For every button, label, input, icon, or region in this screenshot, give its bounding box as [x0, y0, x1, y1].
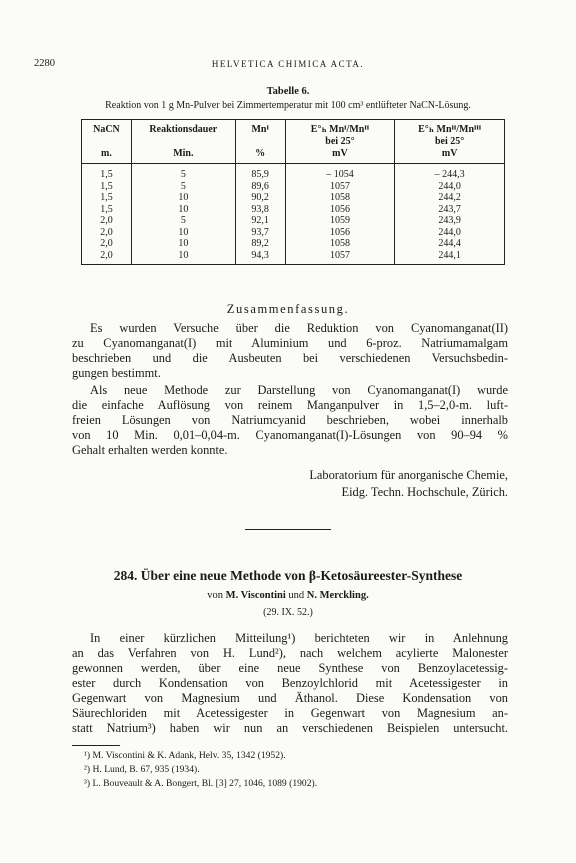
table-cell: 5 [131, 181, 235, 193]
col-subheader-e-mn1-mn2: bei 25° [285, 136, 395, 148]
table-cell: 10 [131, 192, 235, 204]
article-date: (29. IX. 52.) [263, 607, 313, 618]
table-row [82, 227, 505, 239]
table-cell: 1056 [285, 204, 395, 216]
col-header-reaktionsdauer: Reaktionsdauer [131, 120, 235, 137]
table-cell: 10 [131, 204, 235, 216]
table-cell: 2,0 [82, 215, 132, 227]
text-line: von 10 Min. 0,01–0,04-m. Cyanomanganat(I)-Lösungen von 90–94 % [72, 428, 508, 442]
article-title: 284. Über eine neue Methode von β-Ketosäureester-Synthese [113, 568, 463, 583]
table-cell: 5 [131, 215, 235, 227]
text-line: Säurechloriden mit Acetessigester in Gegenwart von Magnesium an- [72, 706, 508, 720]
text-line: ester durch Kondensation von Benzoylchlorid mit Acetessigester in [72, 676, 508, 690]
table-row [82, 181, 505, 193]
table-cell: 89,2 [235, 238, 285, 250]
table-cell: 94,3 [235, 250, 285, 265]
table-cell: 2,0 [82, 250, 132, 265]
text-line: Gehalt erhalten werden konnte. [72, 443, 228, 457]
footnote-1: ¹) M. Viscontini & K. Adank, Helv. 35, 1342 (1952). [84, 750, 286, 761]
col-subheader-nacn [82, 136, 132, 148]
table-cell: 1057 [285, 250, 395, 265]
table-cell: 92,1 [235, 215, 285, 227]
col-header-mn1: Mnᴵ [235, 120, 285, 137]
table-cell: 1,5 [82, 164, 132, 181]
text-line: statt Natrium³) haben wir nun an verschiedenen Beispielen untersucht. [72, 721, 508, 735]
text-line: In einer kürzlichen Mitteilung¹) berichteten wir in Anlehnung [90, 631, 508, 645]
authors-prefix: von [207, 590, 224, 601]
col-unit-reaktionsdauer: Min. [131, 148, 235, 164]
summary-paragraph-1 [72, 321, 508, 381]
table-cell: 1058 [285, 238, 395, 250]
table-cell: 244,2 [395, 192, 505, 204]
text-line: gewonnen werden, über eine neue Synthese von Benzoylacetessig- [72, 661, 508, 675]
article-authors [0, 590, 576, 601]
table-cell: 1057 [285, 181, 395, 193]
table-cell: 10 [131, 227, 235, 239]
table-cell: 244,0 [395, 181, 505, 193]
affiliation-line-1: Laboratorium für anorganische Chemie, [309, 468, 508, 482]
text-line: Als neue Methode zur Darstellung von Cyanomanganat(I) wurde [90, 383, 508, 397]
col-header-nacn: NaCN [82, 120, 132, 137]
text-line: gungen bestimmt. [72, 366, 161, 380]
col-header-e-mn1-mn2: E°ₕ Mnᴵ/Mnᴵᴵ [285, 120, 395, 137]
table-cell: – 244,3 [395, 164, 505, 181]
table-caption: Reaktion von 1 g Mn-Pulver bei Zimmertemperatur mit 100 cm³ entlüfteter NaCN-Lösung. [105, 100, 471, 111]
affiliation-line-2: Eidg. Techn. Hochschule, Zürich. [341, 485, 508, 499]
summary-paragraph-2 [72, 383, 508, 458]
text-line: beschrieben und die Ausbeuten bei verschiedenen Versuchsbedin- [72, 351, 508, 365]
table-cell: 1,5 [82, 204, 132, 216]
section-divider [245, 529, 331, 530]
text-line: Gegenwart von Magnesium und Äthanol. Diese Kondensation von [72, 691, 508, 705]
table-cell: 1056 [285, 227, 395, 239]
page-number: 2280 [34, 58, 55, 69]
table-cell: 1059 [285, 215, 395, 227]
author-2: N. Merckling. [306, 590, 369, 601]
table-cell: 1058 [285, 192, 395, 204]
results-table [81, 119, 505, 265]
text-line: freien Lösungen von Natriumcyanid beschrieben, wobei innerhalb [72, 413, 508, 427]
page-header [34, 58, 542, 72]
col-subheader-reaktionsdauer [131, 136, 235, 148]
table-cell: 85,9 [235, 164, 285, 181]
table-cell: 93,8 [235, 204, 285, 216]
table-row [82, 250, 505, 265]
col-unit-nacn: m. [82, 148, 132, 164]
table-cell: 1,5 [82, 192, 132, 204]
text-line: an das Verfahren von H. Lund²), nach welchem acylierte Malonester [72, 646, 508, 660]
footnote-2: ²) H. Lund, B. 67, 935 (1934). [84, 763, 200, 775]
col-unit-e-mn2-mn3: mV [395, 148, 505, 164]
table-cell: 10 [131, 238, 235, 250]
table-cell: 10 [131, 250, 235, 265]
summary-heading: Zusammenfassung. [226, 302, 350, 316]
journal-name: HELVETICA CHIMICA ACTA. [211, 59, 365, 69]
text-line: die einfache Auflösung von reinem Manganpulver in 1,5–2,0-m. luft- [72, 398, 508, 412]
table-title: Tabelle 6. [266, 86, 310, 97]
table-cell: 2,0 [82, 227, 132, 239]
table-cell: 2,0 [82, 238, 132, 250]
table-cell: 244,1 [395, 250, 505, 265]
table-cell: 244,0 [395, 227, 505, 239]
col-subheader-mn1 [235, 136, 285, 148]
table-cell: 244,4 [395, 238, 505, 250]
text-line: zu Cyanomanganat(I) mit Aluminium und 6-proz. Natriumamalgam [72, 336, 508, 350]
table-row [82, 192, 505, 204]
table-row [82, 215, 505, 227]
table-row [82, 238, 505, 250]
col-subheader-e-mn2-mn3: bei 25° [395, 136, 505, 148]
table-row [82, 164, 505, 181]
table-cell: 90,2 [235, 192, 285, 204]
table-cell: 243,9 [395, 215, 505, 227]
author-1: M. Viscontini [225, 590, 286, 601]
authors-conjunction: und [288, 590, 305, 601]
footnotes [84, 749, 317, 790]
table-body [82, 164, 505, 265]
table-cell: 93,7 [235, 227, 285, 239]
article-body-paragraph [72, 631, 508, 736]
table-row [82, 204, 505, 216]
table-cell: – 1054 [285, 164, 395, 181]
col-unit-e-mn1-mn2: mV [285, 148, 395, 164]
col-unit-mn1: % [235, 148, 285, 164]
footnote-divider [72, 745, 120, 746]
table-cell: 5 [131, 164, 235, 181]
text-line: Es wurden Versuche über die Reduktion von Cyanomanganat(II) [90, 321, 508, 335]
footnote-3: ³) L. Bouveault & A. Bongert, Bl. [3] 27, 1046, 1089 (1902). [84, 777, 318, 789]
table-cell: 1,5 [82, 181, 132, 193]
table-cell: 243,7 [395, 204, 505, 216]
col-header-e-mn2-mn3: E°ₕ Mnᴵᴵ/Mnᴵᴵᴵ [395, 120, 505, 137]
table-cell: 89,6 [235, 181, 285, 193]
